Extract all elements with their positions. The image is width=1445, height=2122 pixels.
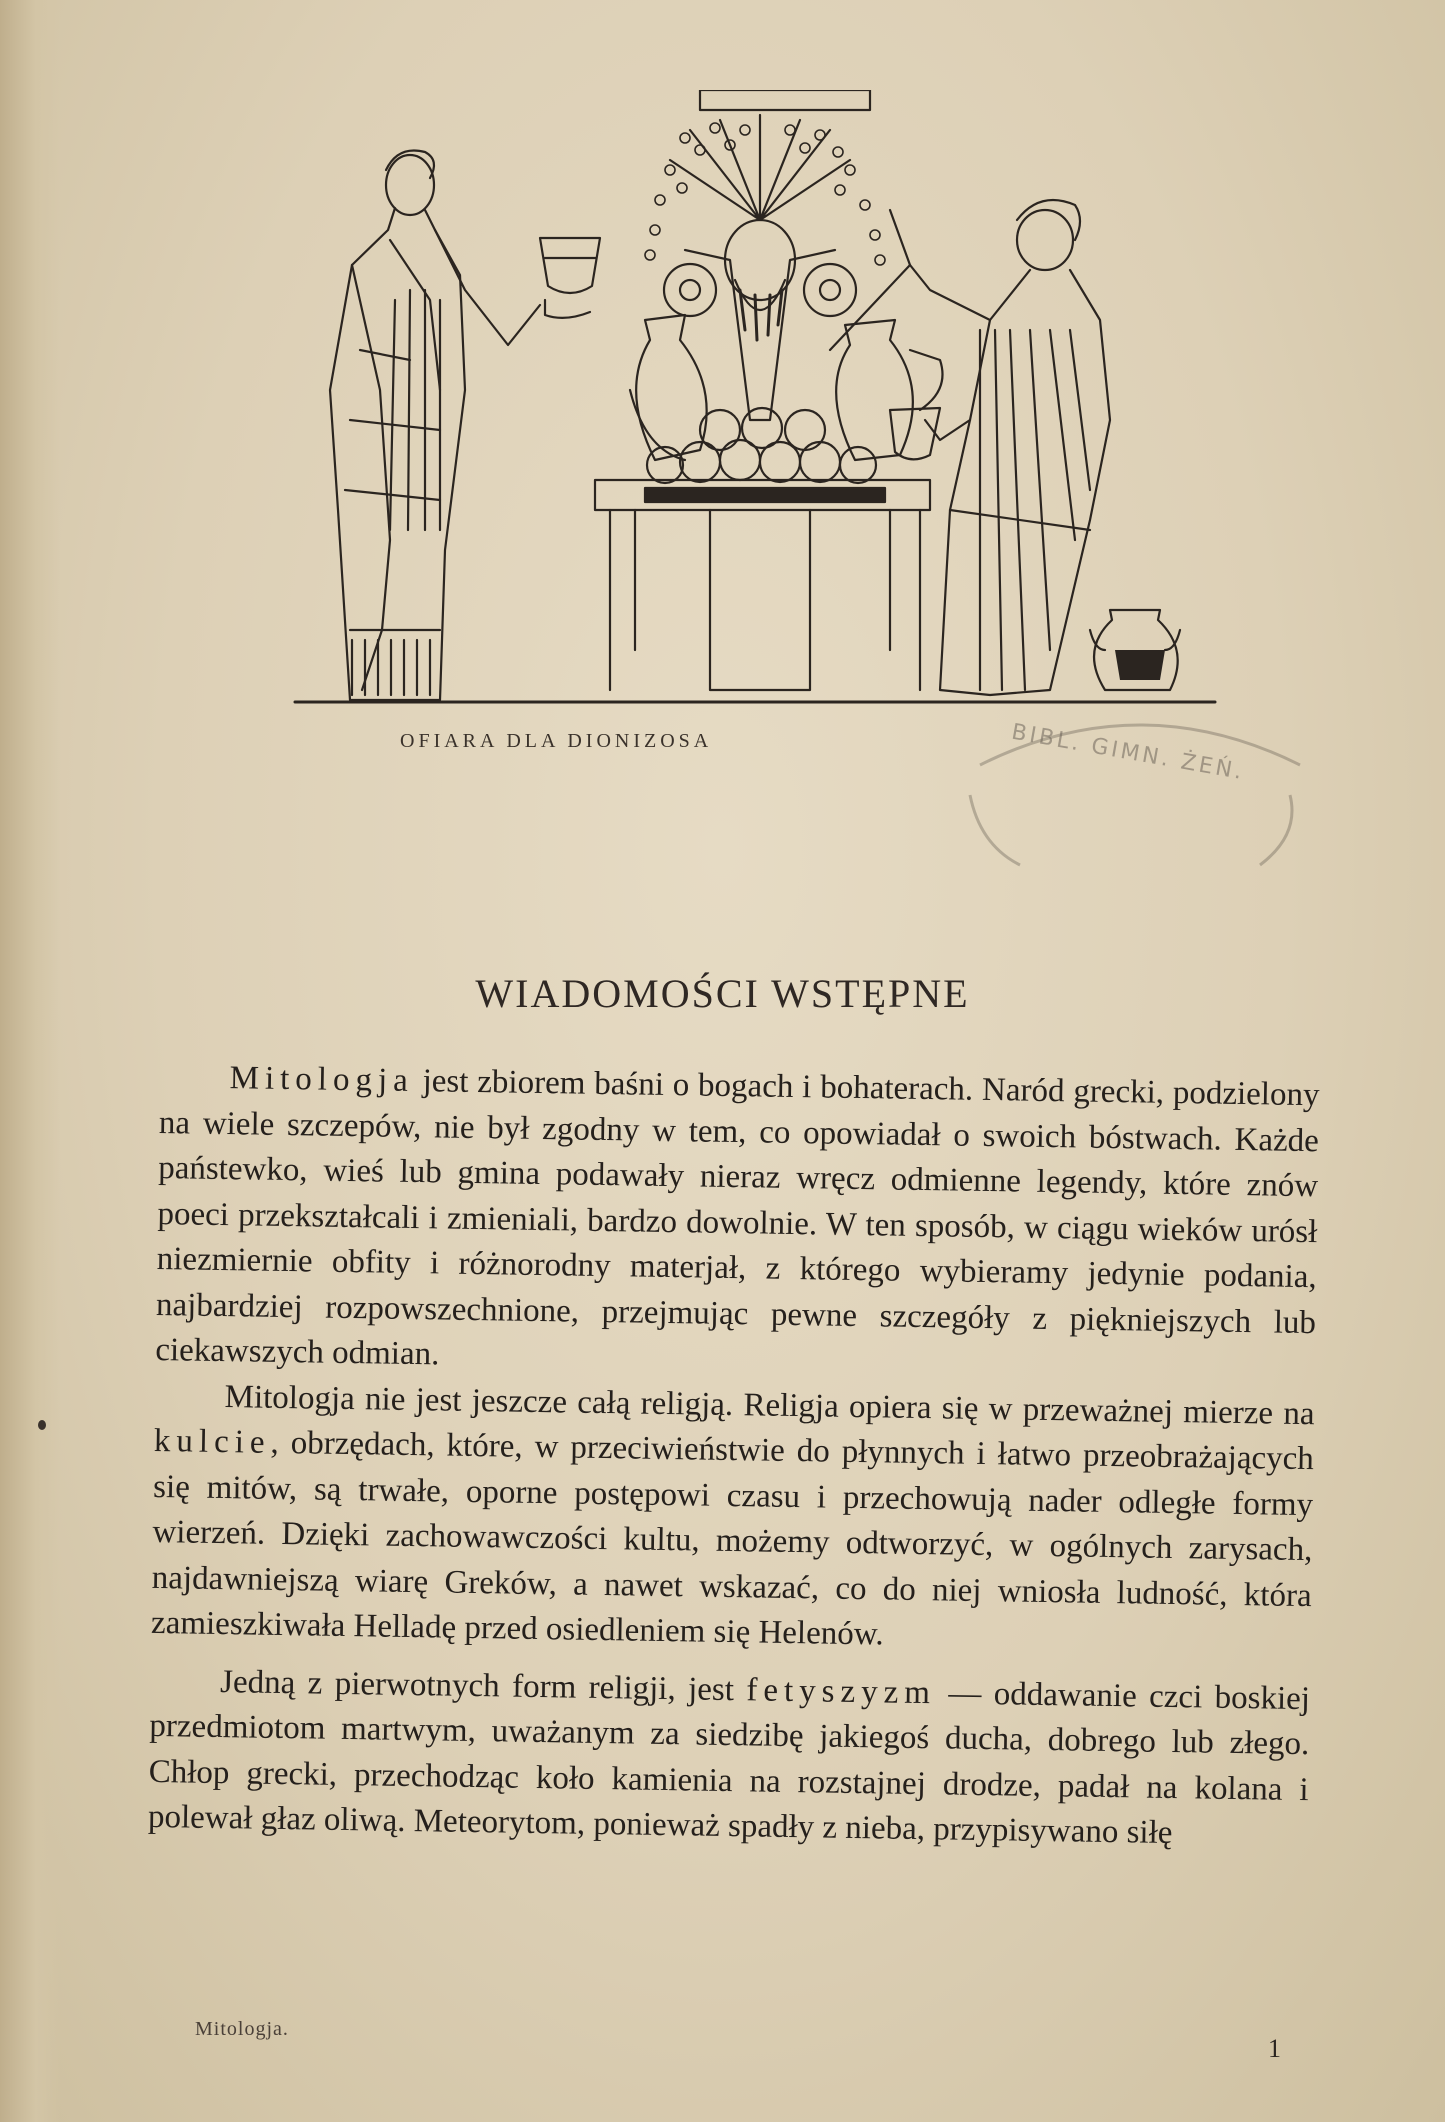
dionysus-mask-pillar: [645, 90, 885, 420]
book-spine-shadow: [0, 0, 60, 2122]
chapter-heading: WIADOMOŚCI WSTĘPNE: [475, 971, 970, 1016]
left-woman-figure: [330, 150, 600, 700]
altar-table: [595, 480, 930, 690]
paragraph-text: Jedną z pierwotnych form religji, jest: [219, 1663, 747, 1708]
paragraph-text: , obrzędach, które, w przeciwieństwie do płynnych i łatwo przeobrażających się mitów, są trwałe, oporne postępowi czasu i przechowują nader odległe formy wierzeń. Dzięki zachowawczości kultu, możemy odtworzyć, w ogólnych zarysach, najdawniejszą wiarę Greków, a nawet wskazać, co do niej wniosła ludność, która zamieszkiwała Helladę przed osiedleniem się Helenów.: [150, 1424, 1315, 1653]
body-text: [148, 1055, 1320, 1859]
paragraph-text: — oddawanie czci boskiej przedmiotom martwym, uważanym za siedzibę jakiegoś ducha, dobrego lub złego. Chłop grecki, przechodząc koło kamienia na rozstajnej drodze, padał na kolana i polewał głaz oliwą. Meteorytom, ponieważ spadły z nieba, przypisywano siłę: [147, 1674, 1311, 1851]
right-woman-figure: [830, 200, 1110, 695]
page-number: 1: [1268, 2034, 1281, 2063]
spaced-term: fetyszyzm: [746, 1671, 937, 1711]
right-amphora: [836, 320, 942, 460]
left-amphora: [630, 315, 707, 460]
illustration-caption: OFIARA DLA DIONIZOSA: [400, 730, 713, 752]
paragraph-3: [148, 1658, 1311, 1858]
greek-vase-illustration: [290, 90, 1230, 730]
paragraph-2: [151, 1373, 1315, 1664]
paragraph-1: [155, 1055, 1320, 1392]
spaced-term: kulcie: [153, 1422, 271, 1461]
paragraph-text: jest zbiorem baśni o bogach i bohaterach. Naród grecki, podzielony na wiele szczepów, nie był zgodny w tem, co opowiadał o swoich bóstwach. Każde państewko, wieś lub gmina podawały nieraz wręcz odmienne legendy, które znów poeci przekształcali i zmieniali, bardzo dowolnie. W ten sposób, w ciągu wieków urósł niezmiernie obfity i różnorodny materjał, z którego wybieramy jedynie podania, najbardziej rozpowszechnione, przejmując pewne szczegóły z piękniejszych lub ciekawszych odmian.: [155, 1062, 1320, 1373]
ink-dot: [38, 1420, 46, 1430]
small-stamnos-vase: [1090, 610, 1180, 690]
spaced-term: Mitologja: [229, 1060, 415, 1099]
footer-signature: Mitologja.: [195, 2018, 289, 2040]
stamp-text: BIBL. GIMN. ŻEŃ.: [1009, 719, 1247, 786]
paragraph-text: Mitologja nie jest jeszcze całą religją. Religja opiera się w przeważnej mierze na: [224, 1378, 1315, 1432]
